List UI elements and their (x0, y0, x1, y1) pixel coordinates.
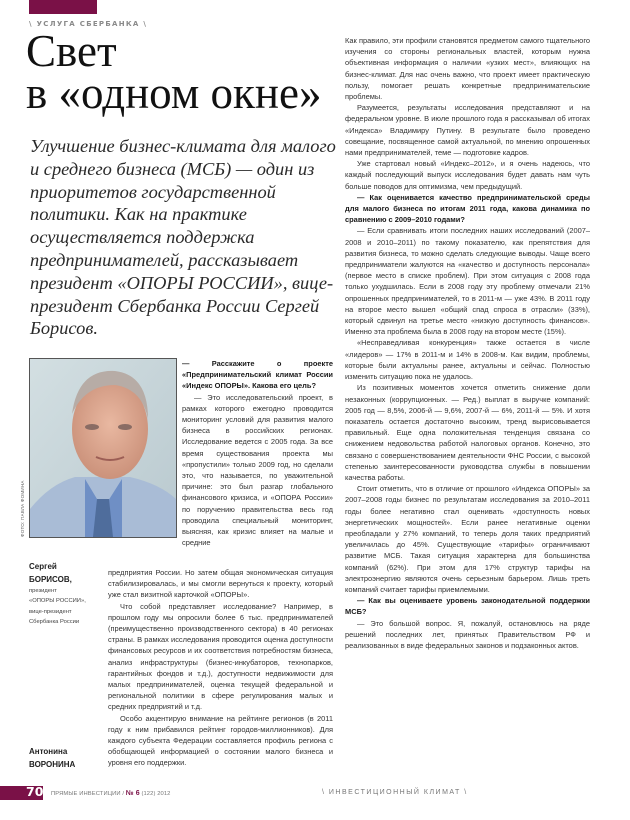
article-column-b (108, 567, 333, 769)
article-paragraph: Уже стартовал новый «Индекс–2012», и я очень надеюсь, что каждый последующий выпуск исследования будет давать нам чуть больше поводов для оптимизма, чем предыдущий. (345, 159, 590, 191)
magazine-issue (51, 790, 170, 797)
author-first-name: Антонина (29, 747, 68, 756)
photo-credit: ФОТО: ПАВЛА ФОМИНА (20, 480, 25, 537)
article-paragraph: Особо акцентирую внимание на рейтинге регионов (в 2011 году к ним прибавился рейтинг городов-миллионников). Для каждого субъекта Федерации составляется профиль региона с обобщающей информацией о состоянии малого бизнеса и уровня его поддержки. (108, 713, 333, 768)
caption-role-line: «ОПОРЫ РОССИИ», (29, 598, 86, 605)
title-line-1: Свет (26, 26, 117, 76)
footer-section-label: \ ИНВЕСТИЦИОННЫЙ КЛИМАТ \ (322, 789, 468, 796)
interview-question: — Как оценивается качество предпринимательской среды для малого бизнеса по итогам 2011 года, какова динамика по сравнению с 2009–2010 годами? (345, 192, 590, 225)
portrait-photo (29, 358, 177, 538)
section-rubric: \ УСЛУГА СБЕРБАНКА \ (29, 20, 148, 28)
article-paragraph: Разумеется, результаты исследования представляют и на федеральном уровне. В июле прошлого года я рассказывал об итогах «Индекса» Владимиру Путину. В результате было проведено совещание, посвященное самой актуальной, по мнению опрошенных нами предпринимателей, теме — подготовке кадров. (345, 103, 590, 158)
author-byline (29, 745, 101, 771)
caption-role-line: вице-президент (29, 608, 72, 615)
article-column-a (182, 358, 333, 548)
caption-role-line: Сбербанка России (29, 619, 80, 626)
article-paragraph: Из позитивных моментов хочется отметить снижение доли незаконных (коррупционных. — Ред.) выплат в выручке компаний: 2005 год — 8,5%, 2006-й — 9,6%, 2007-й — 6%, 2011-й — 5%. И хотя показатель остается достаточно высоким, тренд вырисовывается правильный. Еще одна положительная тенденция связана со снижением недовольства работой налоговых органов. Конечно, это связано с совершенствованием деятельности ФНС России, с высокой степенью заинтересованности руководства службы в повышении качества работы. (345, 383, 590, 482)
article-lede: Улучшение бизнес-климата для малого и среднего бизнеса (МСБ) — один из приоритетов государственной политики. Как на практике осуществляется поддержка предпринимателей, рассказывает президент «ОПОРЫ РОССИИ», вице-президент Сбербанка России Сергей Борисов. (30, 136, 336, 339)
article-column-c (345, 35, 590, 651)
portrait-image (30, 359, 176, 537)
article-title (26, 26, 346, 118)
article-paragraph: — Это исследовательский проект, в рамках которого ежегодно проводится мониторинг условий для развития малого бизнеса в российских регионах. Исследование ведется с 2005 года. За все время существования проекта мы «пропустили» только 2009 год, но сделали это, что называется, по уважительной причине: это был разгар глобального финансового кризиса, и «ОПОРА России» по поручению правительства весь год проводила специальный мониторинг, выясняя, как кризис влияет на малые и средние (182, 392, 333, 548)
author-last-name: ВОРОНИНА (29, 760, 76, 769)
article-paragraph: «Несправедливая конкуренция» также остается в числе «лидеров» — 17% в 2011-м и 14% в 2008-м. Как видим, проблемы, которые были актуальны ранее, актуальны и сейчас. Полностью изменить ситуацию пока не удалось. (345, 338, 590, 382)
caption-last-name: БОРИСОВ, (29, 575, 72, 584)
interview-question: — Расскажите о проекте «Предпринимательский климат России «Индекс ОПОРЫ». Какова его цель? (182, 359, 333, 391)
article-paragraph: Что собой представляет исследование? Например, в прошлом году мы опросили более 6 тыс. предпринимателей (преимущественно производственного сектора) в 40 регионах страны. В рамках исследования проводится оценка доступности финансовых ресурсов и их соответствия потребностям бизнеса, анализ инфраструктуры (бизнес-инкубаторов, технопарков, гарантийных фондов и т.д.), доступности недвижимости для малых предпринимателей, оценка текущей федеральной и региональной политики в сфере регулирования малых и средних предприятий и т.д. (108, 601, 333, 712)
caption-role-line: президент (29, 588, 57, 594)
article-paragraph: — Если сравнивать итоги последних наших исследований (2007–2008 и 2010–2011) по такому показателю, как препятствия для развития бизнеса, то можно сделать следующие выводы. Чаще всего предприниматели жалуются на «качество и доступность персонала» (первое место в списке проблем). При этом ситуация с 2008 года только ухудшилась. Если в 2008 году эту проблему отмечали 21% опрошенных предпринимателей, то в 2011-м — уже 43%. В 2011 году на второе место вышел «общий спад спроса в отрасли» (33%), который сдвинул на третье место «низкую доступность финансов». Именно эта проблема была в 2008 году на втором месте (15%). (345, 226, 590, 337)
interview-question: — Как вы оцениваете уровень законодательной поддержки МСБ? (345, 596, 590, 617)
magazine-name: ПРЯМЫЕ ИНВЕСТИЦИИ / (51, 791, 126, 797)
title-line-2: в «одном окне» (26, 68, 322, 118)
article-paragraph: Как правило, эти профили становятся предметом самого тщательного изучения со стороны региональных властей, которым нужна объективная информация о наличии «узких мест», влияющих на бизнес-климат. Для нас очень важно, что проект имеет практическую пользу, помогает решать конкретные предпринимательские проблемы. (345, 36, 590, 102)
article-paragraph: предприятия России. Но затем общая экономическая ситуация стабилизировалась, и мы смогли вернуться к проекту, который уже стал визитной карточкой «ОПОРЫ». (108, 568, 333, 600)
issue-details: (122) 2012 (139, 791, 171, 797)
caption-first-name: Сергей (29, 562, 57, 571)
article-paragraph: Стоит отметить, что в отличие от прошлого «Индекса ОПОРЫ» за 2007–2008 годы бизнес по результатам исследования за 2010–2011 годы более негативно стал оценивать «доступность новых энергетических мощностей». Если ранее негативные оценки преобладали у 27% компаний, то теперь доля таких предприятий увеличилась до 45%. Существующие «тарифы» ограничивают развитие МСБ. Такая ситуация характерна для большинства компаний (62%). При этом для 17% структур тарифы на электроэнергию являются очень серьезным барьером. Лишь треть компаний считает тарифы приемлемыми. (345, 484, 590, 594)
top-accent-bar (29, 0, 97, 14)
issue-number: № 6 (125, 790, 140, 797)
portrait-caption (29, 560, 101, 628)
article-paragraph: — Это большой вопрос. Я, пожалуй, остановлюсь на ряде решений последних лет, принятых Правительством РФ и реализованных в виде федеральных законов и подзаконных актов. (345, 618, 590, 650)
page-number: 70 (26, 784, 44, 799)
